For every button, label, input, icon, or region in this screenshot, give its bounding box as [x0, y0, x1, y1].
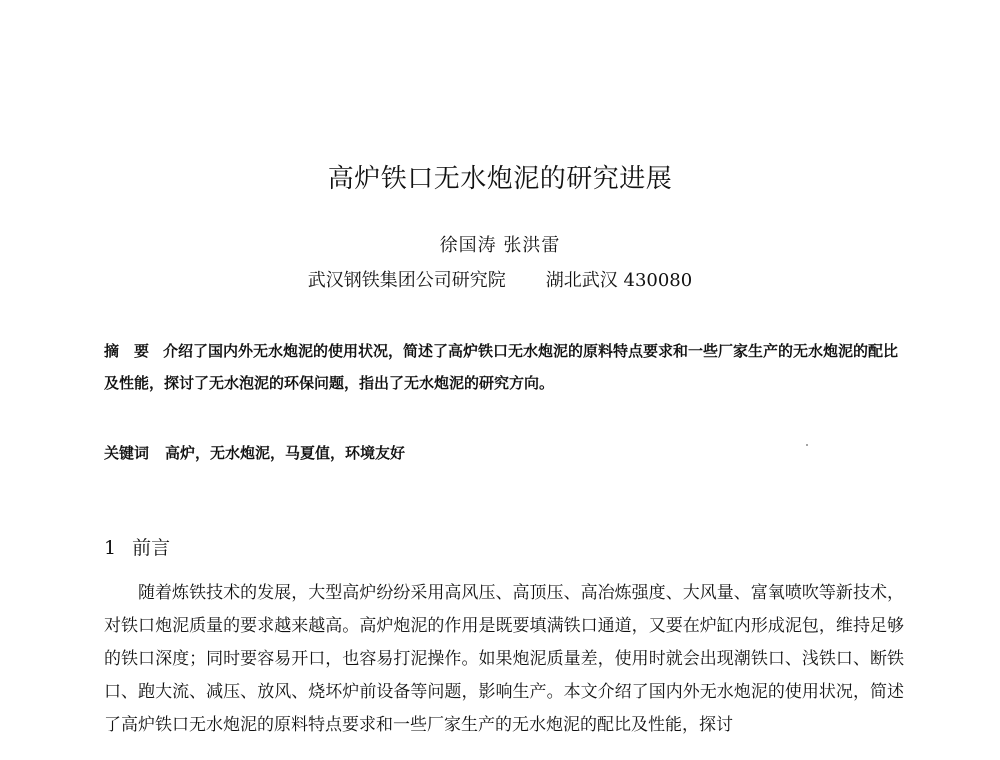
section-title: 前言: [132, 537, 171, 559]
author-names: 徐国涛 张洪雷: [439, 235, 561, 256]
scan-speck: [806, 444, 808, 446]
keywords-text: 高炉，无水炮泥，马夏值，环境友好: [165, 444, 406, 462]
section-number: 1: [104, 537, 117, 559]
keywords: [104, 442, 904, 463]
abstract-label: 摘 要: [104, 342, 150, 360]
affiliation-location: 湖北武汉 430080: [545, 270, 693, 291]
section-heading: [104, 533, 170, 560]
section-body: 随着炼铁技术的发展，大型高炉纷纷采用高风压、高顶压、高冶炼强度、大风量、富氧喷吹等新技术，对铁口炮泥质量的要求越来越高。高炉炮泥的作用是既要填满铁口通道，又要在炉缸内形成泥包，维持足够的铁口深度；同时要容易开口，也容易打泥操作。如果炮泥质量差，使用时就会出现潮铁口、浅铁口、断铁口、跑大流、减压、放风、烧坏炉前设备等问题，影响生产。本文介绍了国内外无水炮泥的使用状况，简述了高炉铁口无水炮泥的原料特点要求和一些厂家生产的无水炮泥的配比及性能，探讨: [104, 583, 904, 735]
affiliation-institute: 武汉钢铁集团公司研究院: [307, 270, 506, 291]
affiliation: [0, 266, 1000, 292]
paper-title: 高炉铁口无水炮泥的研究进展: [327, 164, 673, 194]
keywords-label: 关键词: [104, 444, 150, 462]
abstract-text: 介绍了国内外无水炮泥的使用状况，简述了高炉铁口无水炮泥的原料特点要求和一些厂家生产的无水炮泥的配比及性能，探讨了无水泡泥的环保问题，指出了无水炮泥的研究方向。: [104, 342, 899, 392]
abstract: [104, 335, 904, 399]
